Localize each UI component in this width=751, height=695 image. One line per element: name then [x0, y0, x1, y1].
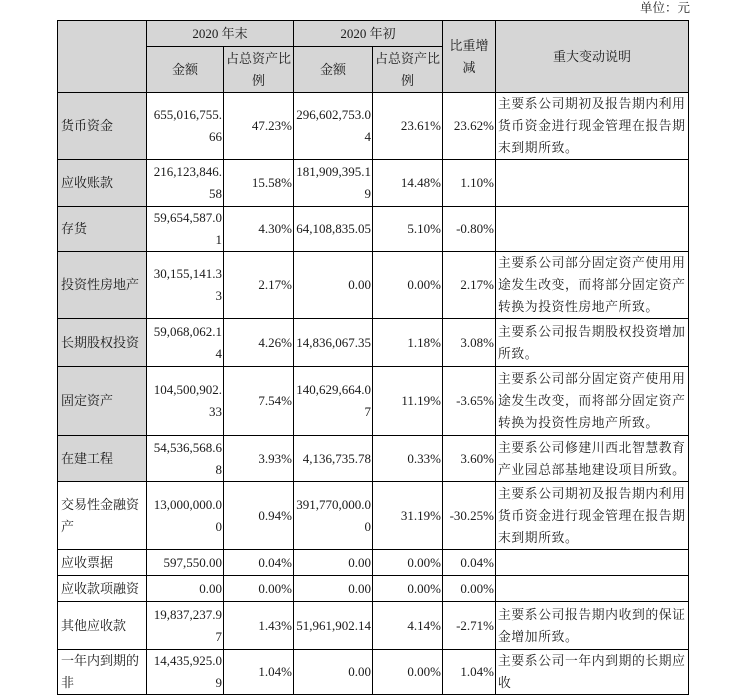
- begin-ratio-cell: 0.00%: [373, 576, 443, 602]
- header-ratio-change: 比重增减: [443, 21, 496, 93]
- ratio-change-cell: -0.80%: [443, 207, 496, 252]
- begin-amount-cell: 0.00: [294, 550, 373, 576]
- begin-ratio-cell: 0.00%: [373, 650, 443, 695]
- table-row: [58, 319, 689, 367]
- end-ratio-cell: 1.04%: [224, 650, 294, 695]
- explanation-cell: 主要系公司报告期股权投资增加所致。: [496, 319, 689, 367]
- explanation-cell: 主要系公司一年内到期的长期应收: [496, 650, 689, 695]
- end-ratio-cell: 3.93%: [224, 436, 294, 482]
- explanation-cell: [496, 550, 689, 576]
- end-ratio-cell: 4.26%: [224, 319, 294, 367]
- begin-ratio-cell: 0.00%: [373, 550, 443, 576]
- begin-amount-cell: 14,836,067.35: [294, 319, 373, 367]
- row-item-label: 存货: [58, 207, 147, 252]
- begin-ratio-cell: 1.18%: [373, 319, 443, 367]
- end-ratio-cell: 47.23%: [224, 93, 294, 160]
- ratio-change-cell: -30.25%: [443, 482, 496, 550]
- begin-amount-cell: 296,602,753.04: [294, 93, 373, 160]
- table-row: [58, 207, 689, 252]
- row-item-label: 固定资产: [58, 367, 147, 436]
- row-item-label: 一年内到期的非: [58, 650, 147, 695]
- table-row: [58, 436, 689, 482]
- header-begin-amount: 金额: [294, 47, 373, 93]
- row-item-label: 投资性房地产: [58, 252, 147, 319]
- row-item-label: 长期股权投资: [58, 319, 147, 367]
- table-row: [58, 482, 689, 550]
- row-item-label: 应收账款: [58, 160, 147, 207]
- end-amount-cell: 0.00: [147, 576, 224, 602]
- row-item-label: 在建工程: [58, 436, 147, 482]
- end-ratio-cell: 15.58%: [224, 160, 294, 207]
- end-ratio-cell: 1.43%: [224, 602, 294, 650]
- end-amount-cell: 30,155,141.33: [147, 252, 224, 319]
- end-amount-cell: 59,068,062.14: [147, 319, 224, 367]
- explanation-cell: 主要系公司修建川西北智慧教育产业园总部基地建设项目所致。: [496, 436, 689, 482]
- table-row: [58, 576, 689, 602]
- begin-ratio-cell: 31.19%: [373, 482, 443, 550]
- end-amount-cell: 597,550.00: [147, 550, 224, 576]
- ratio-change-cell: 23.62%: [443, 93, 496, 160]
- begin-ratio-cell: 23.61%: [373, 93, 443, 160]
- explanation-cell: 主要系公司报告期内收到的保证金增加所致。: [496, 602, 689, 650]
- explanation-cell: [496, 207, 689, 252]
- ratio-change-cell: -2.71%: [443, 602, 496, 650]
- header-end-ratio: 占总资产比例: [224, 47, 294, 93]
- begin-amount-cell: 4,136,735.78: [294, 436, 373, 482]
- end-ratio-cell: 0.04%: [224, 550, 294, 576]
- end-amount-cell: 54,536,568.68: [147, 436, 224, 482]
- ratio-change-cell: 0.04%: [443, 550, 496, 576]
- begin-amount-cell: 64,108,835.05: [294, 207, 373, 252]
- unit-label: 单位：元: [639, 1, 690, 15]
- end-amount-cell: 59,654,587.01: [147, 207, 224, 252]
- table-row: [58, 602, 689, 650]
- row-item-label: 应收款项融资: [58, 576, 147, 602]
- ratio-change-cell: -3.65%: [443, 367, 496, 436]
- end-amount-cell: 14,435,925.09: [147, 650, 224, 695]
- table-row: [58, 93, 689, 160]
- end-amount-cell: 655,016,755.66: [147, 93, 224, 160]
- explanation-cell: [496, 160, 689, 207]
- table-body: [58, 93, 689, 695]
- header-row-1: [58, 21, 689, 47]
- end-ratio-cell: 2.17%: [224, 252, 294, 319]
- begin-ratio-cell: 0.33%: [373, 436, 443, 482]
- end-ratio-cell: 0.00%: [224, 576, 294, 602]
- table-row: [58, 160, 689, 207]
- balance-sheet-table: [57, 20, 689, 695]
- explanation-cell: 主要系公司部分固定资产使用用途发生改变，而将部分固定资产转换为投资性房地产所致。: [496, 252, 689, 319]
- end-amount-cell: 104,500,902.33: [147, 367, 224, 436]
- begin-ratio-cell: 5.10%: [373, 207, 443, 252]
- begin-amount-cell: 391,770,000.00: [294, 482, 373, 550]
- end-ratio-cell: 4.30%: [224, 207, 294, 252]
- begin-amount-cell: 0.00: [294, 650, 373, 695]
- table-row: [58, 650, 689, 695]
- begin-ratio-cell: 11.19%: [373, 367, 443, 436]
- end-amount-cell: 216,123,846.58: [147, 160, 224, 207]
- begin-amount-cell: 181,909,395.19: [294, 160, 373, 207]
- begin-ratio-cell: 4.14%: [373, 602, 443, 650]
- header-end-amount: 金额: [147, 47, 224, 93]
- end-amount-cell: 13,000,000.00: [147, 482, 224, 550]
- table-row: [58, 252, 689, 319]
- explanation-cell: 主要系公司部分固定资产使用用途发生改变，而将部分固定资产转换为投资性房地产所致。: [496, 367, 689, 436]
- header-explanation: 重大变动说明: [496, 21, 689, 93]
- explanation-cell: [496, 576, 689, 602]
- ratio-change-cell: 1.10%: [443, 160, 496, 207]
- row-item-label: 交易性金融资产: [58, 482, 147, 550]
- begin-amount-cell: 0.00: [294, 576, 373, 602]
- begin-amount-cell: 140,629,664.07: [294, 367, 373, 436]
- ratio-change-cell: 3.60%: [443, 436, 496, 482]
- ratio-change-cell: 0.00%: [443, 576, 496, 602]
- row-item-label: 货币资金: [58, 93, 147, 160]
- header-group-begin: 2020 年初: [294, 21, 443, 47]
- header-group-end: 2020 年末: [147, 21, 294, 47]
- header-begin-ratio: 占总资产比例: [373, 47, 443, 93]
- ratio-change-cell: 3.08%: [443, 319, 496, 367]
- end-ratio-cell: 0.94%: [224, 482, 294, 550]
- begin-ratio-cell: 0.00%: [373, 252, 443, 319]
- ratio-change-cell: 2.17%: [443, 252, 496, 319]
- header-item-blank: [58, 21, 147, 93]
- begin-amount-cell: 51,961,902.14: [294, 602, 373, 650]
- row-item-label: 应收票据: [58, 550, 147, 576]
- explanation-cell: 主要系公司期初及报告期内利用货币资金进行现金管理在报告期末到期所致。: [496, 482, 689, 550]
- table-row: [58, 550, 689, 576]
- end-ratio-cell: 7.54%: [224, 367, 294, 436]
- end-amount-cell: 19,837,237.97: [147, 602, 224, 650]
- table-row: [58, 367, 689, 436]
- explanation-cell: 主要系公司期初及报告期内利用货币资金进行现金管理在报告期末到期所致。: [496, 93, 689, 160]
- begin-ratio-cell: 14.48%: [373, 160, 443, 207]
- ratio-change-cell: 1.04%: [443, 650, 496, 695]
- row-item-label: 其他应收款: [58, 602, 147, 650]
- begin-amount-cell: 0.00: [294, 252, 373, 319]
